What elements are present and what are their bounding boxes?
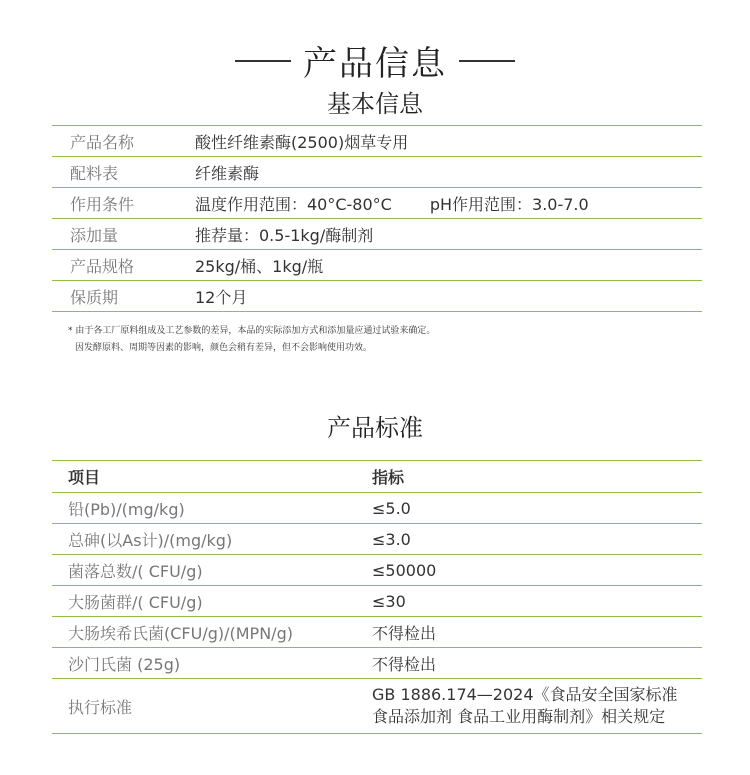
table-row <box>52 524 702 555</box>
basic-info-table <box>52 125 702 312</box>
standard-item: 大肠菌群/( CFU/g) <box>52 586 372 617</box>
row-label: 作用条件 <box>52 188 195 219</box>
temperature-range: 温度作用范围：40°C-80°C <box>195 194 392 214</box>
standard-value: 不得检出 <box>372 617 702 648</box>
row-value: 25kg/桶、1kg/瓶 <box>195 250 702 281</box>
row-value: 12个月 <box>195 281 702 312</box>
table-row <box>52 219 702 250</box>
page-title: 产品信息 <box>303 44 447 84</box>
standard-value: ≤3.0 <box>372 524 702 555</box>
standard-item: 大肠埃希氏菌(CFU/g)/(MPN/g) <box>52 617 372 648</box>
standard-value: ≤50000 <box>372 555 702 586</box>
row-label: 配料表 <box>52 157 195 188</box>
column-header-item: 项目 <box>52 461 372 493</box>
standard-title: 产品标准 <box>327 414 423 442</box>
row-label: 添加量 <box>52 219 195 250</box>
column-header-value: 指标 <box>372 461 702 493</box>
standard-value-line-1: GB 1886.174—2024《食品安全国家标准 <box>372 685 678 704</box>
row-label: 产品规格 <box>52 250 195 281</box>
table-row <box>52 586 702 617</box>
row-label: 保质期 <box>52 281 195 312</box>
page-title-row <box>0 36 750 85</box>
row-value: 纤维素酶 <box>195 157 702 188</box>
standard-value: 不得检出 <box>372 648 702 679</box>
standard-item: 菌落总数/( CFU/g) <box>52 555 372 586</box>
table-row <box>52 250 702 281</box>
ph-range: pH作用范围：3.0-7.0 <box>429 194 589 214</box>
title-dash-right <box>459 60 515 62</box>
standard-item: 总砷(以As计)/(mg/kg) <box>52 524 372 555</box>
table-row <box>52 617 702 648</box>
table-row <box>52 188 702 219</box>
row-value: 酸性纤维素酶(2500)烟草专用 <box>195 126 702 157</box>
table-row <box>52 555 702 586</box>
row-label: 产品名称 <box>52 126 195 157</box>
standard-value: ≤5.0 <box>372 493 702 524</box>
table-row <box>52 157 702 188</box>
footnotes <box>68 323 435 357</box>
standard-table <box>52 460 702 734</box>
standard-value: ≤30 <box>372 586 702 617</box>
title-dash-left <box>235 60 291 62</box>
table-row <box>52 281 702 312</box>
table-header-row <box>52 461 702 493</box>
footnote-1: * 由于各工厂原料组成及工艺参数的差异，本品的实际添加方式和添加量应通过试验来确定。 <box>68 326 436 336</box>
table-row <box>52 493 702 524</box>
standard-value <box>372 679 702 734</box>
table-row <box>52 679 702 734</box>
basic-info-title: 基本信息 <box>327 90 423 118</box>
footnote-2: 因发酵原料、周期等因素的影响，颜色会稍有差异，但不会影响使用功效。 <box>75 343 373 353</box>
standard-item: 执行标准 <box>52 679 372 734</box>
row-value: 推荐量：0.5-1kg/酶制剂 <box>195 219 702 250</box>
standard-item: 铅(Pb)/(mg/kg) <box>52 493 372 524</box>
table-row <box>52 648 702 679</box>
row-value <box>195 188 702 219</box>
table-row <box>52 126 702 157</box>
standard-item: 沙门氏菌 (25g) <box>52 648 372 679</box>
standard-value-line-2: 食品添加剂 食品工业用酶制剂》相关规定 <box>372 707 666 726</box>
